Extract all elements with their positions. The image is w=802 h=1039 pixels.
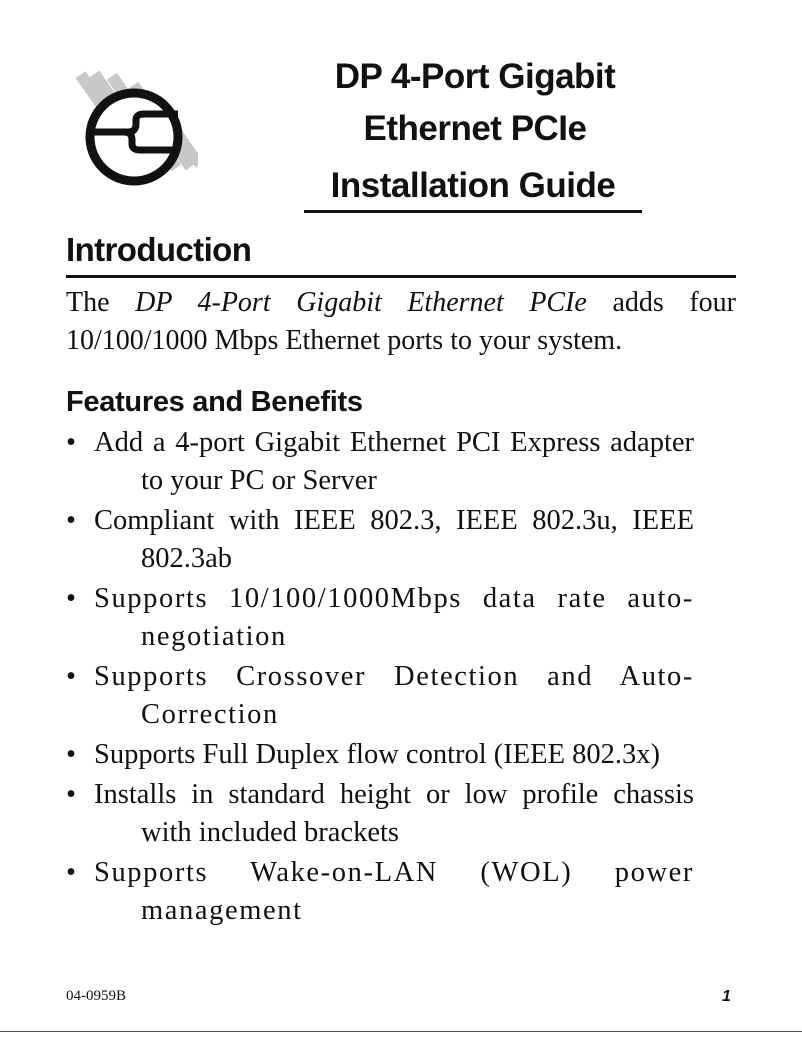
- feature-item: [66, 854, 694, 930]
- heading-rule: [66, 275, 736, 278]
- feature-text: Add a 4-port Gigabit Ethernet PCI Express adapter to your PC or Server: [94, 427, 694, 496]
- bullet-icon: •: [66, 427, 76, 458]
- bullet-icon: •: [66, 505, 76, 536]
- document-number: 04-0959B: [66, 988, 126, 1004]
- intro-text-before: The: [66, 287, 136, 318]
- feature-item: [66, 736, 694, 774]
- bullet-icon: •: [66, 739, 76, 770]
- features-list: [66, 424, 694, 932]
- feature-text: Supports Full Duplex flow control (IEEE 802.3x): [94, 739, 660, 770]
- intro-text-after: adds four 10/100/1000 Mbps Ethernet ports to your system.: [66, 287, 736, 356]
- feature-text: Supports Wake-on-LAN (WOL) power management: [94, 857, 694, 926]
- product-name: DP 4-Port Gigabit Ethernet PCIe: [135, 287, 587, 318]
- title-line-1: DP 4-Port Gigabit: [334, 57, 616, 96]
- bullet-icon: •: [66, 857, 78, 888]
- introduction-paragraph: [66, 284, 736, 360]
- feature-text: Supports Crossover Detection and Auto-Correction: [94, 661, 694, 730]
- siig-logo-icon: [66, 62, 198, 194]
- introduction-heading: Introduction: [66, 231, 252, 268]
- feature-text: Compliant with IEEE 802.3, IEEE 802.3u, IEEE 802.3ab: [94, 505, 694, 574]
- title-line-2: Ethernet PCIe: [363, 109, 587, 148]
- feature-text: Supports 10/100/1000Mbps data rate auto-negotiation: [94, 583, 694, 652]
- feature-item: [66, 424, 694, 500]
- feature-item: [66, 658, 694, 734]
- bullet-icon: •: [66, 779, 76, 810]
- page-bottom-border: [0, 1031, 802, 1032]
- guide-subtitle: Installation Guide: [304, 164, 642, 213]
- page-number: 1: [722, 988, 731, 1005]
- features-heading: Features and Benefits: [66, 386, 363, 418]
- feature-item: [66, 502, 694, 578]
- feature-item: [66, 580, 694, 656]
- bullet-icon: •: [66, 661, 78, 692]
- feature-text: Installs in standard height or low profile chassis with included brackets: [94, 779, 694, 848]
- bullet-icon: •: [66, 583, 78, 614]
- feature-item: [66, 776, 694, 852]
